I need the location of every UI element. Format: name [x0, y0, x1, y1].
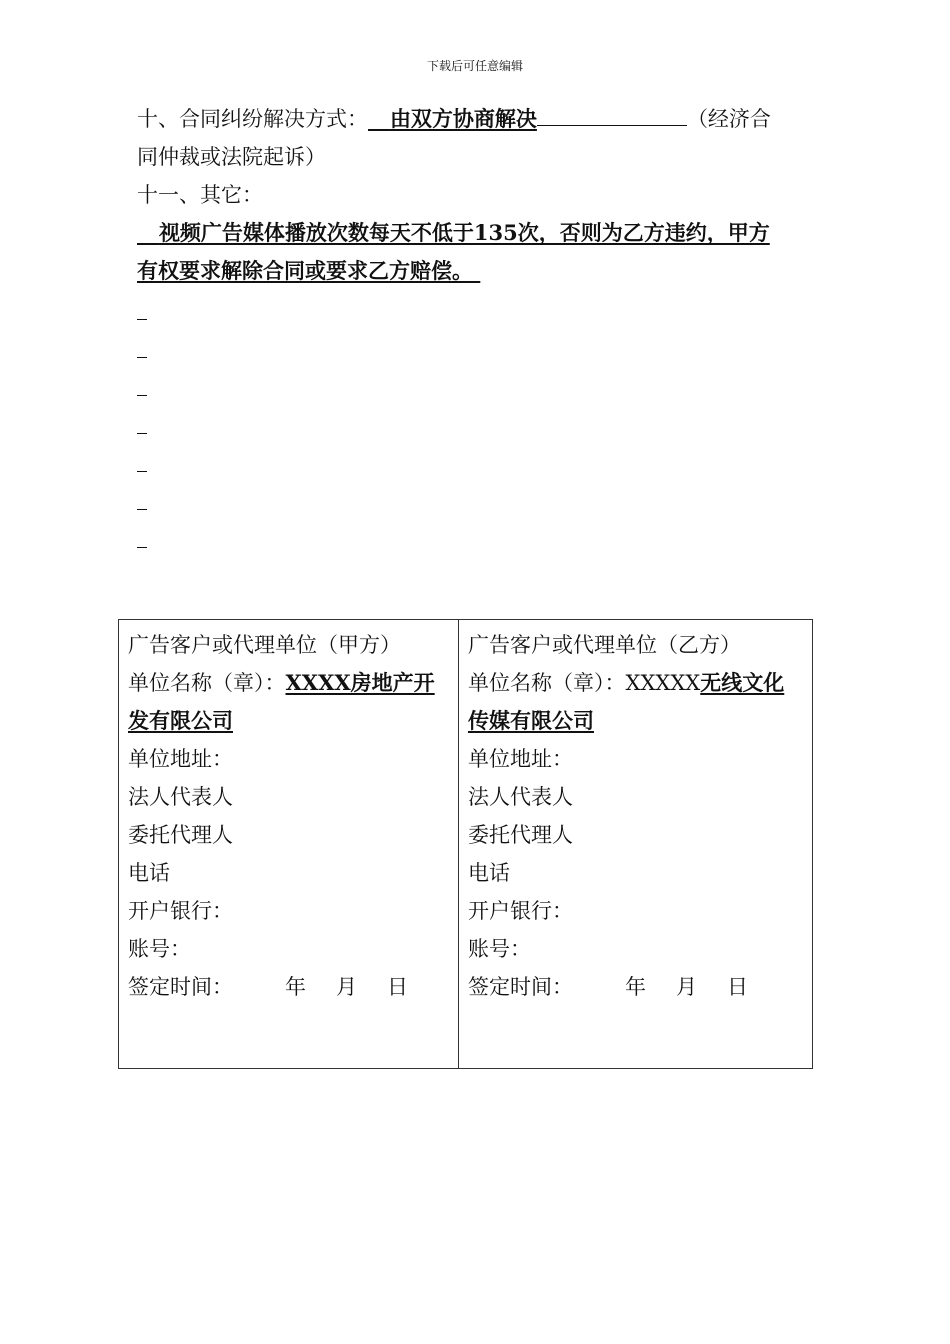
- section-11-text-line1: 视频广告媒体播放次数每天不低于135次，否则为乙方违约，甲方: [158, 220, 770, 245]
- section-10-note-cont: 同仲裁或法院起诉）: [137, 145, 326, 169]
- blank-line-dash: [137, 547, 147, 548]
- party-a-sign-date: 签定时间： 年 月 日: [128, 975, 408, 999]
- party-a-phone: 电话: [128, 861, 170, 885]
- blank-line-dash: [137, 357, 147, 358]
- party-b-name-prefix: XXXXX: [625, 671, 701, 695]
- party-b-name-line: 单位名称（章）：XXXXX无线文化: [468, 670, 785, 695]
- party-a-agent: 委托代理人: [128, 823, 233, 847]
- party-b-account: 账号：: [468, 937, 531, 961]
- party-b-phone: 电话: [468, 861, 510, 885]
- blank-line-dash: [137, 509, 147, 510]
- party-a-name-value-cont: 发有限公司: [128, 708, 233, 733]
- blank-line-dash: [137, 395, 147, 396]
- party-a-account: 账号：: [128, 937, 191, 961]
- signature-table: [118, 619, 813, 1069]
- blank-line-dash: [137, 319, 147, 320]
- section-10-line: [137, 105, 771, 133]
- blank-line-dash: [137, 471, 147, 472]
- party-b-name-value: 无线文化: [700, 670, 785, 695]
- party-b-agent: 委托代理人: [468, 823, 573, 847]
- party-a-name-value: XXXX房地产开: [285, 670, 435, 695]
- party-a-title: 广告客户或代理单位（甲方）: [128, 633, 401, 657]
- party-b-legal-rep: 法人代表人: [468, 785, 573, 809]
- party-b-sign-date: 签定时间： 年 月 日: [468, 975, 748, 999]
- section-10-blank: [537, 105, 687, 126]
- party-b-address: 单位地址：: [468, 747, 573, 771]
- section-10-label: 十、合同纠纷解决方式：: [137, 107, 368, 131]
- party-a-bank: 开户银行：: [128, 899, 233, 923]
- party-b-name-value-cont: 传媒有限公司: [468, 708, 594, 733]
- party-b-bank: 开户银行：: [468, 899, 573, 923]
- section-11-text-line2: 有权要求解除合同或要求乙方赔偿。: [137, 258, 473, 283]
- section-11-label: 十一、其它：: [137, 183, 263, 207]
- blank-line-dash: [137, 433, 147, 434]
- page-header: 下载后可任意编辑: [426, 59, 523, 73]
- party-a-cell: [119, 620, 459, 1069]
- section-10-value: 由双方协商解决: [389, 106, 537, 131]
- section-10-note: （经济合: [686, 107, 771, 131]
- party-b-title: 广告客户或代理单位（乙方）: [468, 633, 741, 657]
- party-a-name-line: 单位名称（章）：XXXX房地产开: [128, 670, 435, 695]
- party-a-legal-rep: 法人代表人: [128, 785, 233, 809]
- party-a-address: 单位地址：: [128, 747, 233, 771]
- party-b-cell: [459, 620, 813, 1069]
